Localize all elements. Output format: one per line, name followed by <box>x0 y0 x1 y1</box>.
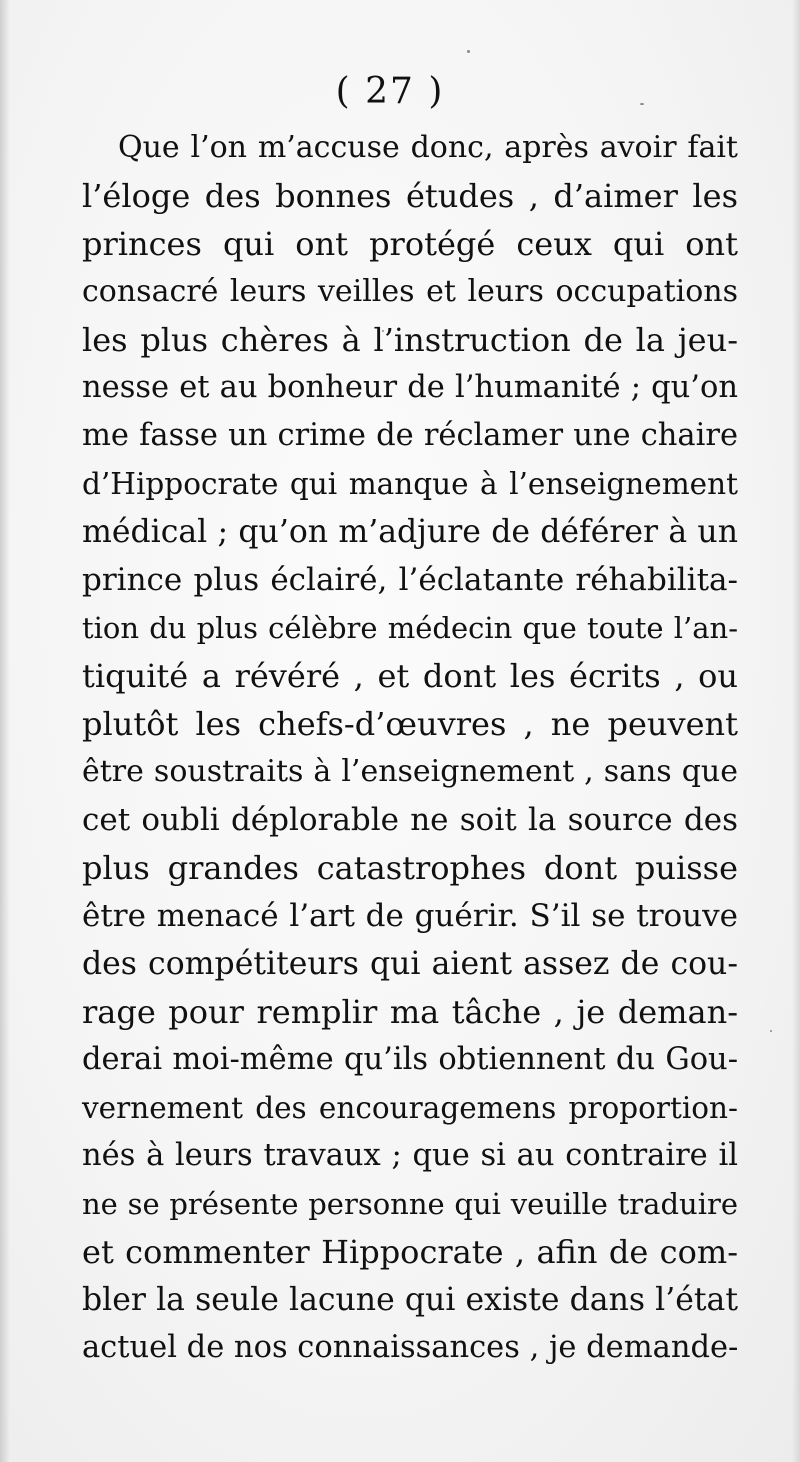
text-line: l’éloge des bonnes études , d’aimer les <box>82 177 738 215</box>
paper-speck <box>467 50 470 53</box>
text-line: tion du plus célèbre médecin que toute l’an- <box>82 611 738 645</box>
text-line: vernement des encouragemens proportion- <box>82 1091 738 1125</box>
text-line: me fasse un crime de réclamer une chaire <box>82 418 738 453</box>
text-line: médical ; qu’on m’adjure de déférer à un <box>82 514 738 550</box>
page-edge-shadow-left <box>0 0 10 1462</box>
text-line: des compétiteurs qui aient assez de cou- <box>82 946 738 982</box>
text-line: les plus chères à l’instruction de la jeu- <box>82 321 738 359</box>
paper-speck <box>770 1030 772 1032</box>
text-line: plutôt les chefs-d’œuvres , ne peuvent <box>82 705 738 743</box>
text-line: cet oubli déplorable ne soit la source des <box>82 802 738 838</box>
text-line: et commenter Hippocrate , afin de com- <box>82 1233 738 1271</box>
text-line: bler la seule lacune qui existe dans l’état <box>82 1282 738 1318</box>
text-line: nesse et au bonheur de l’humanité ; qu’on <box>82 370 738 405</box>
text-line: derai moi-même qu’ils obtiennent du Gou- <box>82 1042 738 1077</box>
text-line: prince plus éclairé, l’éclatante réhabilita- <box>82 562 738 598</box>
text-line: Que l’on m’accuse donc, après avoir fait <box>118 130 738 165</box>
text-line: rage pour remplir ma tâche , je deman- <box>82 993 738 1031</box>
page-number: ( 27 ) <box>335 71 445 112</box>
text-line: actuel de nos connaissances , je demande- <box>82 1330 739 1365</box>
text-line: être soustraits à l’enseignement , sans que <box>82 754 738 789</box>
body-text <box>82 124 738 1372</box>
text-line: tiquité a révéré , et dont les écrits , ou <box>82 657 738 695</box>
text-line: princes qui ont protégé ceux qui ont <box>82 225 738 263</box>
page-edge-shadow-right <box>792 0 800 1462</box>
text-line: nés à leurs travaux ; que si au contraire il <box>82 1138 738 1173</box>
text-line: être menacé l’art de guérir. S’il se trouve <box>82 898 738 934</box>
text-line: consacré leurs veilles et leurs occupations <box>82 274 738 309</box>
text-line: d’Hippocrate qui manque à l’enseignement <box>82 467 738 501</box>
text-line: plus grandes catastrophes dont puisse <box>82 849 738 887</box>
text-line: ne se présente personne qui veuille traduire <box>82 1187 738 1221</box>
